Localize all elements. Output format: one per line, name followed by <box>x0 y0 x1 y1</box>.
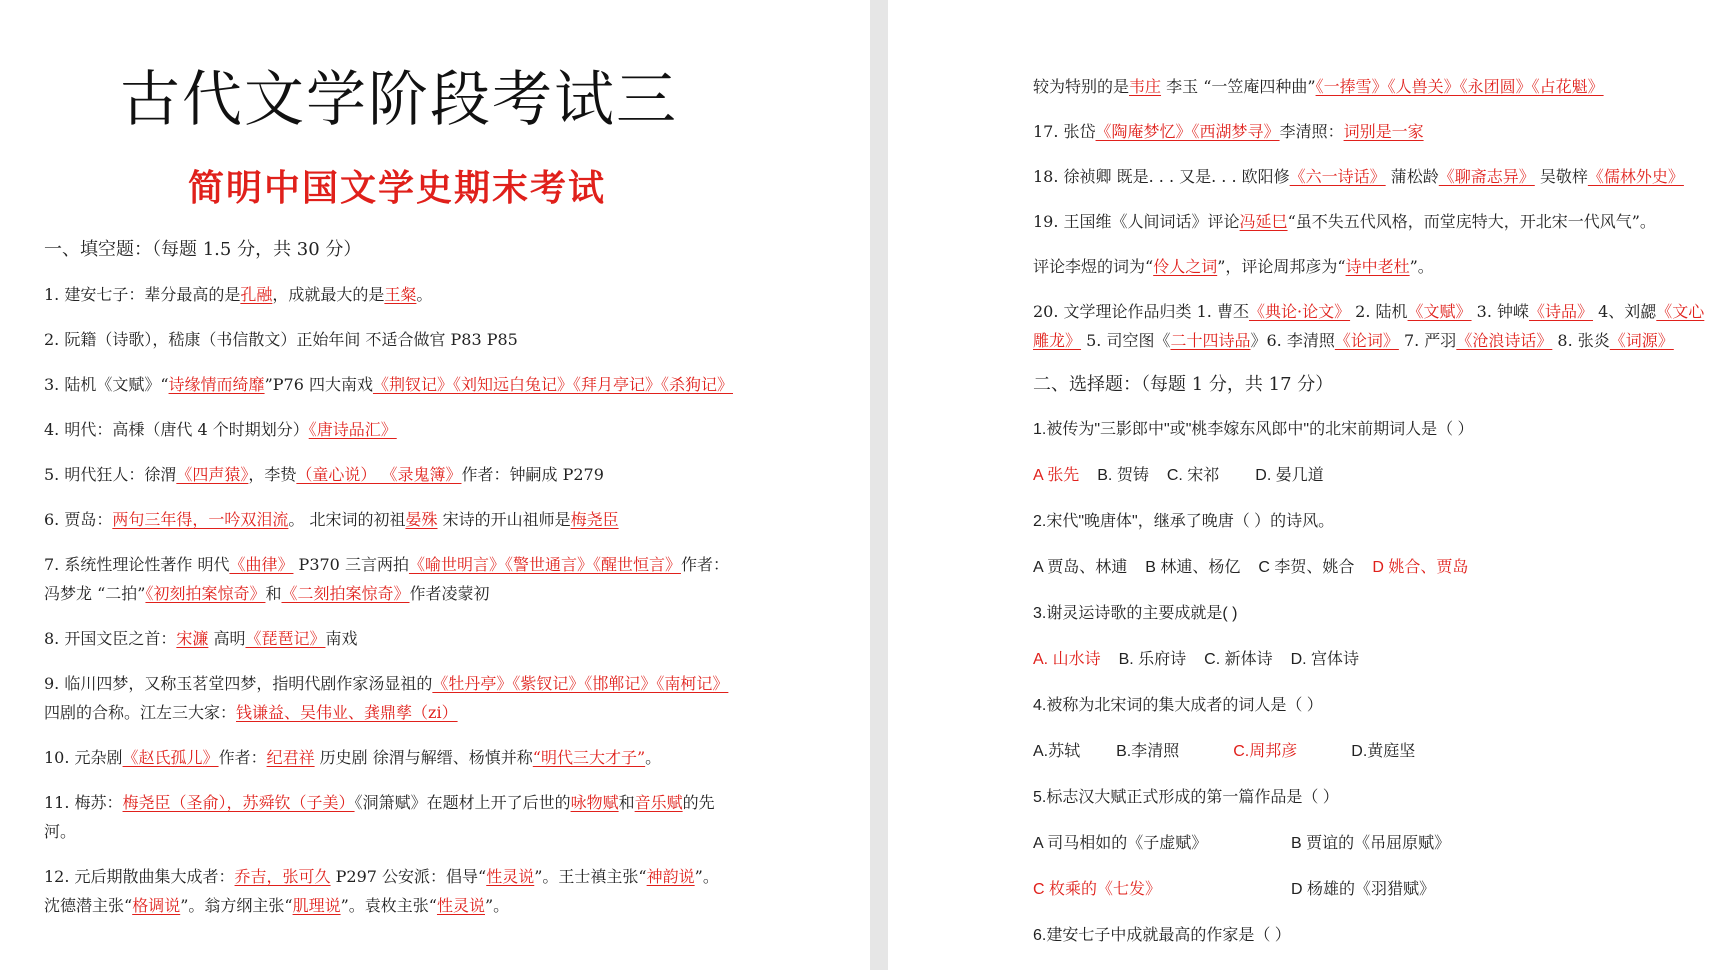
right-page <box>888 0 1725 970</box>
question-2: 2. 阮籍（诗歌），嵇康（书信散文）正始年间 不适合做官 P83 P85 <box>44 330 518 349</box>
question-20: 20. 文学理论作品归类 1. 曹丕《典论·论文》 2. 陆机《文赋》 3. 钟嵘《诗品》 4、刘勰《文心雕龙》 5. 司空图《二十四诗品》6. 李清照《论词》 7. 严羽《沧浪诗话》 8. 张炎《词源》 <box>1033 302 1705 350</box>
option: C. 新体诗 <box>1204 651 1273 668</box>
option: A.苏轼 <box>1033 743 1081 760</box>
answer: 乔吉，张可久 <box>234 867 331 886</box>
question-9: 9. 临川四梦，又称玉茗堂四梦，指明代剧作家汤显祖的《牡丹亭》《紫钗记》《邯郸记》《南柯记》四剧的合称。江左三大家：钱谦益、吴伟业、龚鼎孳（zi） <box>44 674 729 722</box>
option: A 司马相如的《子虚赋》 <box>1033 835 1208 852</box>
choice-4-options <box>1033 737 1713 766</box>
option: C. 宋祁 <box>1166 467 1220 484</box>
answer: 《喻世明言》《警世通言》《醒世恒言》 <box>408 555 681 574</box>
answer: 梅尧臣（圣俞），苏舜钦（子美） <box>122 793 355 812</box>
answer: 《四声猿》 <box>176 465 249 484</box>
question-16-cont: 较为特别的是韦庄 李玉 “一笠庵四种曲”《一捧雪》《人兽关》《永团圆》《占花魁》 <box>1033 77 1604 96</box>
choice-6-question: 6.建安七子中成就最高的作家是（ ） <box>1033 927 1291 944</box>
answer: 性灵说 <box>486 867 535 886</box>
option: D 杨雄的《羽猎赋》 <box>1291 881 1436 898</box>
choice-5-options-cd <box>1033 875 1713 904</box>
question-8: 8. 开国文臣之首：宋濂 高明《琵琶记》南戏 <box>44 629 358 648</box>
answer: 孔融 <box>240 285 273 304</box>
answer: 《曲律》 <box>229 555 294 574</box>
answer: 钱谦益、吴伟业、龚鼎孳（zi） <box>236 703 458 722</box>
choice-4-question: 4.被称为北宋词的集大成者的词人是（ ） <box>1033 697 1323 714</box>
answer: 音乐赋 <box>634 793 683 812</box>
question-3: 3. 陆机《文赋》“诗缘情而绮靡”P76 四大南戏《荆钗记》《刘知远白兔记》《拜月亭记》《杀狗记》 <box>44 375 733 394</box>
exam-title: 古代文学阶段考试三 <box>120 65 678 135</box>
answer: 咏物赋 <box>570 793 619 812</box>
option: D. 晏几道 <box>1255 467 1324 484</box>
answer: 韦庄 <box>1129 77 1162 96</box>
choice-3-question: 3.谢灵运诗歌的主要成就是( ) <box>1033 605 1238 622</box>
option-correct: D 姚合、贾岛 <box>1372 559 1469 576</box>
option-correct: A. 山水诗 <box>1033 651 1101 668</box>
answer: 神韵说 <box>646 867 695 886</box>
answer: 《二刻拍案惊奇》 <box>281 584 410 603</box>
answer: 《沧浪诗话》 <box>1456 331 1553 350</box>
answer: 《儒林外史》 <box>1587 167 1684 186</box>
question-7: 7. 系统性理论性著作 明代《曲律》 P370 三言两拍《喻世明言》《警世通言》《醒世恒言》作者：冯梦龙 “二拍”《初刻拍案惊奇》和《二刻拍案惊奇》作者凌蒙初 <box>44 555 729 603</box>
answer: 两句三年得，一吟双泪流 <box>112 510 289 529</box>
choice-1-question: 1.被传为"三影郎中"或"桃李嫁东风郎中"的北宋前期词人是（ ） <box>1033 421 1474 438</box>
option: B 贾谊的《吊屈原赋》 <box>1291 835 1451 852</box>
option: B 林逋、杨亿 <box>1145 559 1241 576</box>
answer: 伶人之词 <box>1153 257 1218 276</box>
answer: 性灵说 <box>436 896 485 915</box>
answer: 《陶庵梦忆》《西湖梦寻》 <box>1095 122 1280 141</box>
answer: 《荆钗记》《刘知远白兔记》《拜月亭记》《杀狗记》 <box>372 375 733 394</box>
choice-3-options <box>1033 645 1713 674</box>
answer: （童心说） 《录鬼簿》 <box>296 465 462 484</box>
question-12: 12. 元后期散曲集大成者：乔吉，张可久 P297 公安派：倡导“性灵说”。王士禛主张“神韵说”。沈德潜主张“格调说”。翁方纲主张“肌理说”。袁枚主张“性灵说”。 <box>44 867 719 915</box>
question-17: 17. 张岱《陶庵梦忆》《西湖梦寻》李清照：词别是一家 <box>1033 122 1424 141</box>
answer: 《典论·论文》 <box>1248 302 1351 321</box>
answer: 格调说 <box>132 896 181 915</box>
option: D.黄庭坚 <box>1351 743 1416 760</box>
left-content <box>44 236 734 936</box>
answer: 宋濂 <box>176 629 209 648</box>
answer: “明代三大才子” <box>532 748 646 767</box>
answer: 《初刻拍案惊奇》 <box>145 584 266 603</box>
option: C 李贺、姚合 <box>1258 559 1355 576</box>
answer: 《琵琶记》 <box>245 629 326 648</box>
option: B. 乐府诗 <box>1118 651 1187 668</box>
option-correct: A 张先 <box>1033 467 1080 484</box>
exam-subtitle: 简明中国文学史期末考试 <box>188 167 607 209</box>
answer: 二十四诗品 <box>1170 331 1251 350</box>
page-gutter <box>870 0 888 970</box>
answer: 《赵氏孤儿》 <box>122 748 219 767</box>
question-5: 5. 明代狂人：徐渭《四声猿》，李贽（童心说） 《录鬼簿》作者：钟嗣成 P279 <box>44 465 604 484</box>
answer: 词别是一家 <box>1343 122 1424 141</box>
answer: 诗中老杜 <box>1345 257 1410 276</box>
question-1: 1. 建安七子：辈分最高的是孔融，成就最大的是王粲。 <box>44 285 433 304</box>
choice-2-question: 2.宋代"晚唐体"，继承了晚唐（ ）的诗风。 <box>1033 513 1335 530</box>
option: B.李清照 <box>1116 743 1180 760</box>
answer: 冯延巳 <box>1239 212 1288 231</box>
section-multiple-choice: 二、选择题：（每题 1 分，共 17 分） <box>1033 374 1334 395</box>
option-correct: C 枚乘的《七发》 <box>1033 881 1162 898</box>
answer: 肌理说 <box>292 896 341 915</box>
section-fill-in: 一、填空题：（每题 1.5 分，共 30 分） <box>44 239 362 260</box>
question-19: 19. 王国维《人间词话》评论冯延巳“虽不失五代风格，而堂庑特大，开北宋一代风气”。 <box>1033 212 1656 231</box>
right-content <box>1033 72 1713 967</box>
question-18: 18. 徐祯卿 既是. . . 又是. . . 欧阳修《六一诗话》 蒲松龄《聊斋志异》 吴敬梓《儒林外史》 <box>1033 167 1684 186</box>
option: A 贾岛、林逋 <box>1033 559 1128 576</box>
answer: 《论词》 <box>1334 331 1399 350</box>
option-correct: C.周邦彦 <box>1233 743 1298 760</box>
option: D. 宫体诗 <box>1290 651 1360 668</box>
choice-2-options <box>1033 553 1713 582</box>
answer: 《词源》 <box>1609 331 1674 350</box>
answer: 纪君祥 <box>266 748 315 767</box>
question-19-cont: 评论李煜的词为“伶人之词”，评论周邦彦为“诗中老杜”。 <box>1033 257 1434 276</box>
question-11: 11. 梅苏：梅尧臣（圣俞），苏舜钦（子美）《洞箫赋》在题材上开了后世的咏物赋和音乐赋的先河。 <box>44 793 715 841</box>
answer: 王粲 <box>384 285 417 304</box>
answer: 《诗品》 <box>1529 302 1594 321</box>
choice-1-options <box>1033 461 1713 490</box>
answer: 《文心雕龙》 <box>1033 302 1705 350</box>
answer: 梅尧臣 <box>570 510 619 529</box>
option: B. 贺铸 <box>1097 467 1149 484</box>
answer: 《文赋》 <box>1407 302 1472 321</box>
question-10: 10. 元杂剧《赵氏孤儿》作者：纪君祥 历史剧 徐渭与解缙、杨慎并称“明代三大才子”。 <box>44 748 662 767</box>
choice-5-question: 5.标志汉大赋正式形成的第一篇作品是（ ） <box>1033 789 1339 806</box>
question-6: 6. 贾岛：两句三年得，一吟双泪流。 北宋词的初祖晏殊 宋诗的开山祖师是梅尧臣 <box>44 510 619 529</box>
answer: 《唐诗品汇》 <box>308 420 397 439</box>
answer: 《聊斋志异》 <box>1438 167 1535 186</box>
answer: 《一捧雪》《人兽关》《永团圆》《占花魁》 <box>1315 77 1604 96</box>
answer: 《牡丹亭》《紫钗记》《邯郸记》《南柯记》 <box>432 674 729 693</box>
question-4: 4. 明代：高棅（唐代 4 个时期划分）《唐诗品汇》 <box>44 420 397 439</box>
choice-5-options-ab <box>1033 829 1713 858</box>
answer: 晏殊 <box>405 510 438 529</box>
answer: 诗缘情而绮靡 <box>168 375 265 394</box>
answer: 《六一诗话》 <box>1289 167 1386 186</box>
